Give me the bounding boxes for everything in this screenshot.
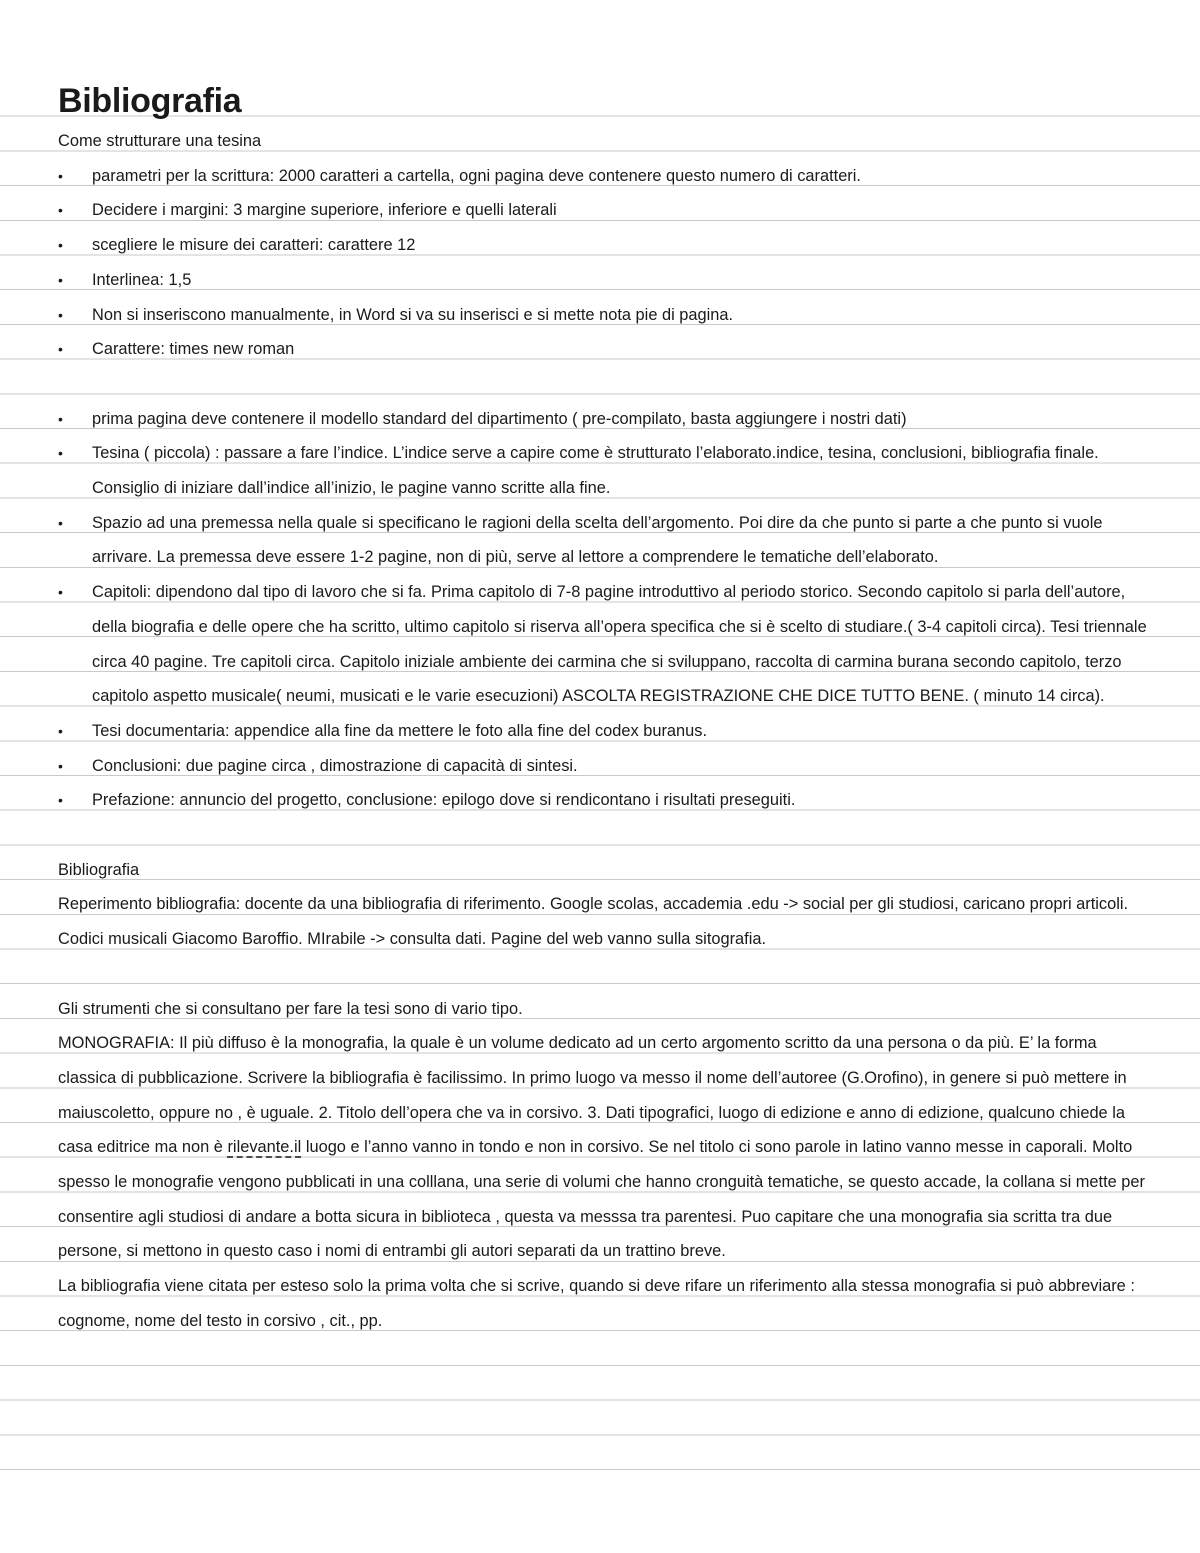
list-item: • parametri per la scrittura: 2000 caratteri a cartella, ogni pagina deve contenere questo numero di caratteri.	[58, 159, 1148, 194]
structure-bullet-list	[58, 402, 1148, 818]
list-item: • Non si inseriscono manualmente, in Word si va su inserisci e si mette nota pie di pagina.	[58, 298, 1148, 333]
bullet-icon: •	[58, 757, 63, 774]
page-title: Bibliografia	[58, 82, 242, 120]
bullet-icon: •	[58, 584, 63, 601]
list-item: • Capitoli: dipendono dal tipo di lavoro che si fa. Prima capitolo di 7-8 pagine introduttivo al periodo storico. Secondo capitolo si parla dell’autore, della biografia e delle opere che ha scritto, ultimo capitolo si riserva all’opera specifica che si è scelto di studiare.( 3-4 capitoli circa). Tesi triennale circa 40 pagine. Tre capitoli circa. Capitolo iniziale ambiente dei carmina che si sviluppano, raccolta di carmina burana secondo capitolo, terzo capitolo aspetto musicale( neumi, musicati e le varie esecuzioni) ASCOLTA REGISTRAZIONE CHE DICE TUTTO BENE. ( minuto 14 circa).	[58, 575, 1148, 714]
paragraph-strumenti: Gli strumenti che si consultano per fare la tesi sono di vario tipo.	[58, 999, 523, 1018]
spellcheck-flagged-word[interactable]: rilevante.il	[227, 1138, 302, 1157]
list-item: • Tesi documentaria: appendice alla fine da mettere le foto alla fine del codex buranus.	[58, 714, 1148, 749]
paragraph-monografia: MONOGRAFIA: Il più diffuso è la monografia, la quale è un volume dedicato ad un certo argomento scritto da una persona o da più. E’ la forma classica di pubblicazione. Scrivere la bibliografia è facilissimo. In primo luogo va messo il nome dell’autoree (G.Orofino), in genere si può mettere in maiuscoletto, oppure no , è uguale. 2. Titolo dell’opera che va in corsivo. 3. Dati tipografici, luogo di edizione e anno di edizione, qualcuno chiede la casa editrice ma non è rilevante.il luogo e l’anno vanno in tondo e non in corsivo. Se nel titolo ci sono parole in latino vanno messe in caporali. Molto spesso le monografie vengono pubblicati in una colllana, una serie di volumi che hanno cronguità tematiche, se questo accade, la collana si mette per consentire agli studiosi di andare a botta sicura in biblioteca , questa va messsa tra parentesi. Puo capitare che una monografia sia scritta tra due persone, si mettono in questo caso i nomi di entrambi gli autori separati da un trattino breve.	[58, 1034, 1146, 1261]
list-item: • Carattere: times new roman	[58, 332, 1148, 367]
bullet-icon: •	[58, 445, 63, 462]
bullet-icon: •	[58, 792, 63, 809]
list-item: • Conclusioni: due pagine circa , dimostrazione di capacità di sintesi.	[58, 749, 1148, 784]
format-bullet-list	[58, 159, 1148, 367]
list-item: • Spazio ad una premessa nella quale si specificano le ragioni della scelta dell’argomento. Poi dire da che punto si parte a che punto si vuole arrivare. La premessa deve essere 1-2 pagine, non di più, serve al lettore a comprendere le tematiche dell’elaborato.	[58, 506, 1148, 575]
list-item: • Prefazione: annuncio del progetto, conclusione: epilogo dove si rendicontano i risultati preseguiti.	[58, 783, 1148, 818]
bullet-icon: •	[58, 306, 63, 323]
bullet-icon: •	[58, 271, 63, 288]
blank-line	[58, 818, 1148, 853]
bullet-icon: •	[58, 167, 63, 184]
blank-line	[58, 367, 1148, 402]
paragraph-reperimento: Reperimento bibliografia: docente da una bibliografia di riferimento. Google scolas, accademia .edu -> social per gli studiosi, caricano propri articoli. Codici musicali Giacomo Baroffio. MIrabile -> consulta dati. Pagine del web vanno sulla sitografia.	[58, 895, 1129, 949]
bullet-icon: •	[58, 722, 63, 739]
subtitle: Come strutturare una tesina	[58, 132, 262, 150]
bullet-icon: •	[58, 237, 63, 254]
blank-line	[58, 957, 1148, 992]
paragraph-citazione: La bibliografia viene citata per esteso solo la prima volta che si scrive, quando si deve rifare un riferimento alla stessa monografia si può abbreviare : cognome, nome del testo in corsivo , cit., pp.	[58, 1277, 1135, 1330]
bullet-icon: •	[58, 341, 63, 358]
list-item: • scegliere le misure dei caratteri: carattere 12	[58, 228, 1148, 263]
list-item: • Tesina ( piccola) : passare a fare l’indice. L’indice serve a capire come è strutturato l’elaborato.indice, tesina, conclusioni, bibliografia finale. Consiglio di iniziare dall’indice all’inizio, le pagine vanno scritte alla fine.	[58, 436, 1148, 505]
list-item: • Decidere i margini: 3 margine superiore, inferiore e quelli laterali	[58, 193, 1148, 228]
document-body	[58, 78, 1148, 1339]
list-item: • Interlinea: 1,5	[58, 263, 1148, 298]
bullet-icon: •	[58, 202, 63, 219]
section-heading-bibliografia: Bibliografia	[58, 860, 140, 879]
bullet-icon: •	[58, 514, 63, 531]
bullet-icon: •	[58, 410, 63, 427]
list-item: • prima pagina deve contenere il modello standard del dipartimento ( pre-compilato, basta aggiungere i nostri dati)	[58, 402, 1148, 437]
